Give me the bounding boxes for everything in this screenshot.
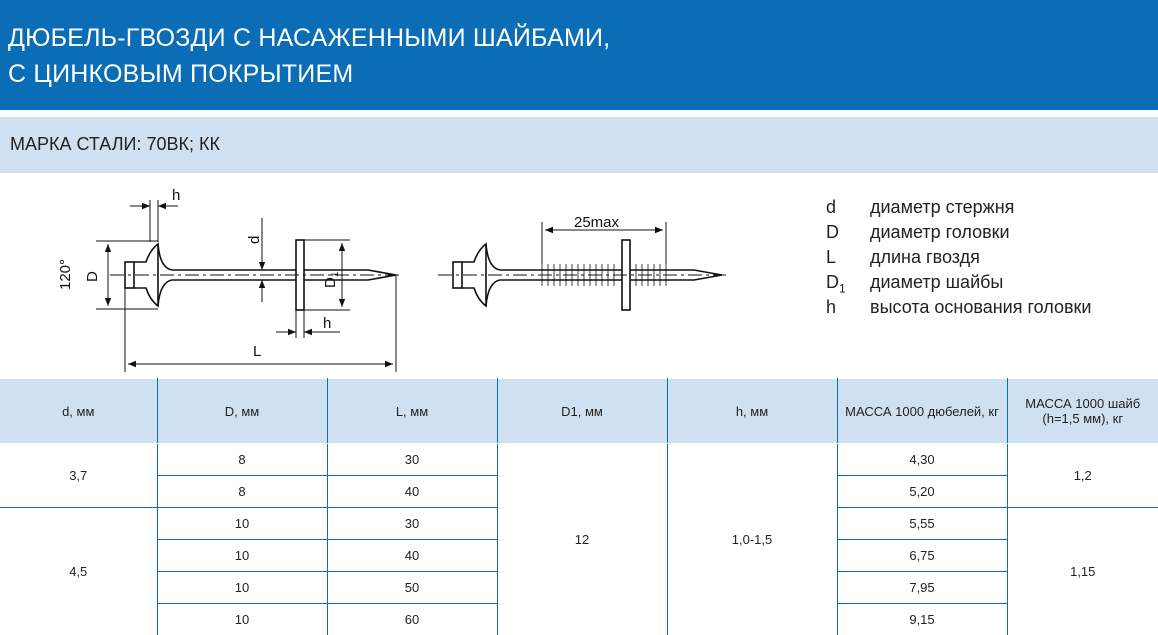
legend-symbol: h: [826, 297, 866, 321]
drawing-label-D1: $D_1$: [322, 271, 341, 288]
header-mass-nails: МАССА 1000 дюбелей, кг: [837, 379, 1007, 444]
cell-mass: 7,95: [837, 572, 1007, 604]
cell-L: 40: [327, 540, 497, 572]
cell-L: 50: [327, 572, 497, 604]
nail-drawing: [0, 178, 800, 378]
drawing-label-d: d: [246, 236, 263, 244]
cell-D1: 12: [497, 444, 667, 635]
legend-description: диаметр головки: [870, 222, 1010, 243]
legend-description: высота основания головки: [870, 297, 1091, 318]
drawing-label-angle: 120°: [57, 259, 74, 290]
cell-washer-mass: 1,2: [1007, 444, 1158, 508]
header-h: h, мм: [667, 379, 837, 444]
specs-table: [0, 378, 1158, 635]
steel-grade-text: МАРКА СТАЛИ: 70ВК; КК: [10, 134, 220, 155]
cell-D: 10: [157, 508, 327, 540]
legend-description: диаметр стержня: [870, 197, 1014, 218]
cell-d: 4,5: [0, 508, 157, 635]
cell-D: 8: [157, 444, 327, 476]
table-header-row: [0, 379, 1158, 444]
cell-L: 40: [327, 476, 497, 508]
drawing-label-25max: 25max: [574, 214, 620, 231]
cell-L: 60: [327, 604, 497, 635]
header-L: L, мм: [327, 379, 497, 444]
table-row: [0, 444, 1158, 476]
cell-mass: 9,15: [837, 604, 1007, 635]
cell-D: 10: [157, 604, 327, 635]
header-D1: D1, мм: [497, 379, 667, 444]
header-d: d, мм: [0, 379, 157, 444]
cell-h: 1,0-1,5: [667, 444, 837, 635]
cell-washer-mass: 1,15: [1007, 508, 1158, 635]
steel-grade-bar: [0, 117, 1158, 173]
drawing-label-L: L: [253, 343, 261, 360]
legend-symbol: $D_1$: [826, 272, 866, 296]
cell-D: 10: [157, 572, 327, 604]
drawing-label-D: D: [84, 271, 101, 282]
header-mass-washers: МАССА 1000 шайб (h=1,5 мм), кг: [1007, 379, 1158, 444]
cell-L: 30: [327, 508, 497, 540]
legend-symbol: d: [826, 197, 866, 221]
legend-description: диаметр шайбы: [870, 272, 1003, 293]
cell-d: 3,7: [0, 444, 157, 508]
cell-D: 8: [157, 476, 327, 508]
cell-mass: 6,75: [837, 540, 1007, 572]
title-line-1: ДЮБЕЛЬ-ГВОЗДИ С НАСАЖЕННЫМИ ШАЙБАМИ,: [8, 24, 610, 53]
title-banner: [0, 0, 1158, 110]
legend-description: длина гвоздя: [870, 247, 980, 268]
drawing-label-h-top: h: [172, 187, 180, 204]
cell-D: 10: [157, 540, 327, 572]
cell-mass: 5,20: [837, 476, 1007, 508]
cell-mass: 5,55: [837, 508, 1007, 540]
legend-symbol: L: [826, 247, 866, 271]
legend-symbol: D: [826, 222, 866, 246]
cell-L: 30: [327, 444, 497, 476]
header-D: D, мм: [157, 379, 327, 444]
title-line-2: С ЦИНКОВЫМ ПОКРЫТИЕМ: [8, 60, 353, 89]
cell-mass: 4,30: [837, 444, 1007, 476]
drawing-label-h-bottom: h: [323, 315, 331, 332]
